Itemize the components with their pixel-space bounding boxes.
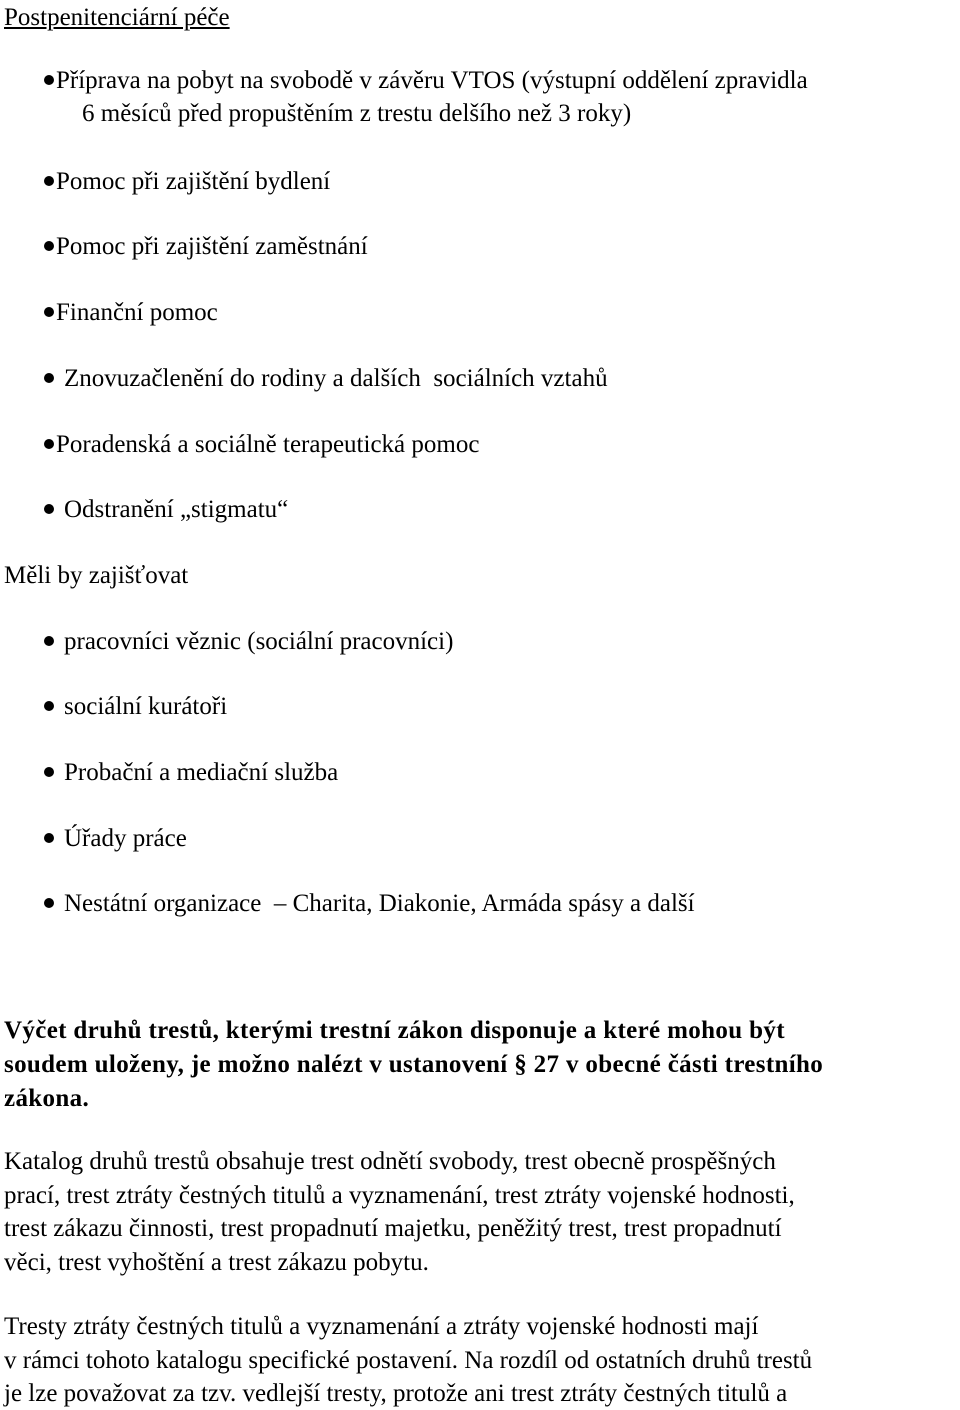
- bullet-icon: [44, 307, 54, 317]
- paragraph-line: Katalog druhů trestů obsahuje trest odnětí svobody, trest obecně prospěšných: [4, 1148, 776, 1175]
- list-item-text: Odstranění „stigmatu“: [64, 496, 289, 523]
- paragraph-line: věci, trest vyhoštění a trest zákazu pobytu.: [4, 1249, 429, 1276]
- bullet-icon: [44, 833, 54, 843]
- list-item-text: Úřady práce: [64, 825, 187, 852]
- list-item-text: pracovníci věznic (sociální pracovníci): [64, 628, 454, 655]
- bullet-icon: [44, 373, 54, 383]
- paragraph-line: trest zákazu činnosti, trest propadnutí majetku, peněžitý trest, trest propadnutí: [4, 1215, 782, 1242]
- bullet-icon: [44, 636, 54, 646]
- paragraph-line: zákona.: [4, 1085, 90, 1112]
- paragraph-line: Výčet druhů trestů, kterými trestní zákon disponuje a které mohou být: [4, 1017, 785, 1044]
- bullet-icon: [44, 75, 54, 85]
- bullet-icon: [44, 176, 54, 186]
- paragraph-line: soudem uloženy, je možno nalézt v ustanovení § 27 v obecné části trestního: [4, 1051, 824, 1078]
- paragraph-line: Tresty ztráty čestných titulů a vyznamenání a ztráty vojenské hodnosti mají: [4, 1313, 759, 1340]
- bullet-icon: [44, 439, 54, 449]
- paragraph-line: prací, trest ztráty čestných titulů a vyznamenání, trest ztráty vojenské hodnosti,: [4, 1182, 795, 1209]
- list-item-text: Pomoc při zajištění zaměstnání: [56, 233, 368, 260]
- bullet-icon: [44, 504, 54, 514]
- bullet-icon: [44, 241, 54, 251]
- list-item-text: Příprava na pobyt na svobodě v závěru VTOS (výstupní oddělení zpravidla: [56, 67, 808, 94]
- paragraph-line: v rámci tohoto katalogu specifické postavení. Na rozdíl od ostatních druhů trestů: [4, 1347, 813, 1374]
- list-item-text: Probační a mediační služba: [64, 759, 339, 786]
- list-item-text: Znovuzačlenění do rodiny a dalších sociálních vztahů: [64, 365, 608, 392]
- section-heading: Postpenitenciární péče: [4, 4, 230, 31]
- list-item-text: Finanční pomoc: [56, 299, 218, 326]
- list-item-text: Poradenská a sociálně terapeutická pomoc: [56, 431, 480, 458]
- bullet-icon: [44, 767, 54, 777]
- list-item-text: Pomoc při zajištění bydlení: [56, 168, 331, 195]
- list-item-text: 6 měsíců před propuštěním z trestu delšího než 3 roky): [82, 100, 632, 127]
- bullet-icon: [44, 898, 54, 908]
- list-item-text: sociální kurátoři: [64, 693, 228, 720]
- paragraph-line: je lze považovat za tzv. vedlejší tresty, protože ani trest ztráty čestných titulů a: [4, 1380, 788, 1407]
- providers-heading: Měli by zajišťovat: [4, 562, 189, 589]
- list-item-text: Nestátní organizace – Charita, Diakonie, Armáda spásy a další: [64, 890, 695, 917]
- bullet-icon: [44, 701, 54, 711]
